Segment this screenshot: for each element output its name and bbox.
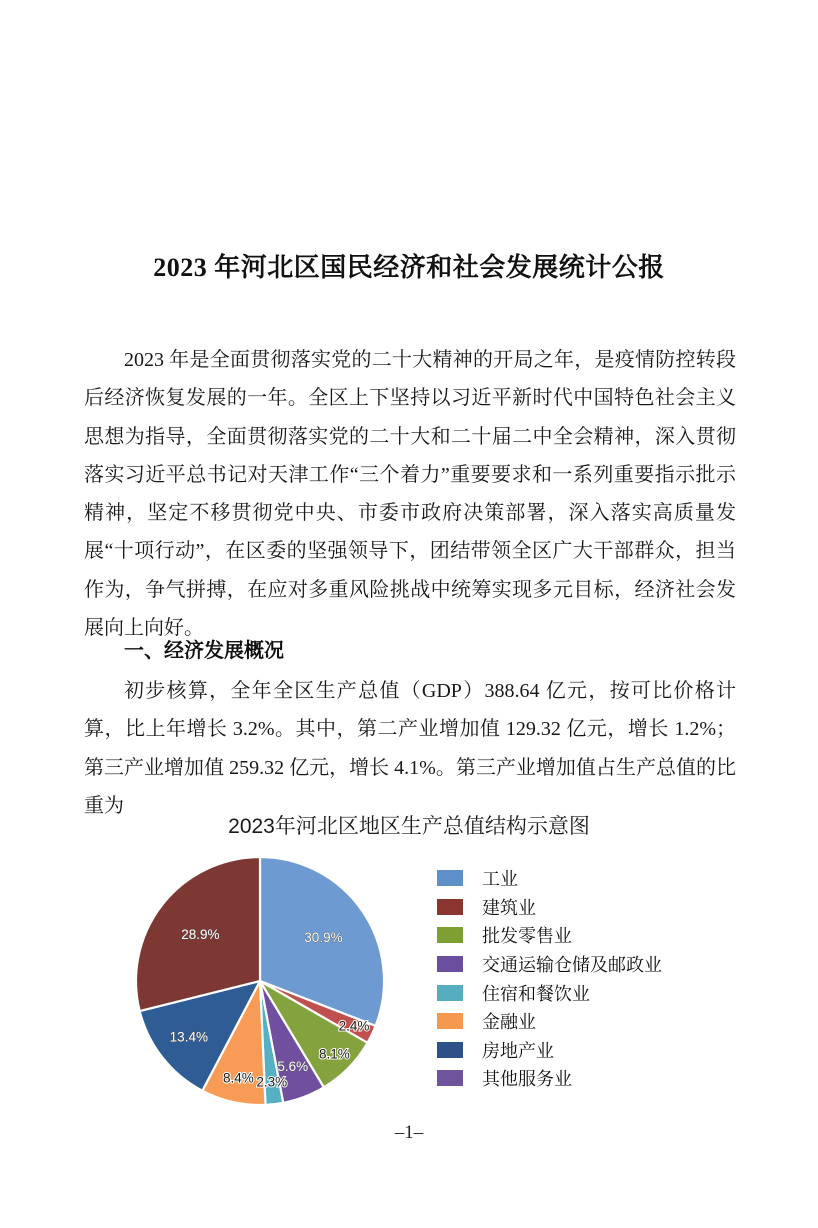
pie-chart: [125, 846, 395, 1116]
legend-swatch-icon: [437, 870, 463, 886]
chart-legend: [437, 864, 662, 1093]
page-number: –1–: [394, 1122, 424, 1143]
pie-slice-label: 13.4%: [169, 1029, 208, 1045]
legend-label: 其他服务业: [482, 1069, 572, 1090]
legend-swatch-icon: [437, 985, 463, 1001]
legend-swatch-icon: [437, 927, 463, 943]
legend-label: 交通运输仓储及邮政业: [482, 955, 662, 976]
legend-swatch-icon: [437, 1013, 463, 1029]
legend-label: 工业: [482, 869, 518, 890]
pie-slice-label: 8.1%: [318, 1046, 350, 1062]
legend-item-房地产业: [437, 1036, 662, 1065]
legend-item-交通运输仓储及邮政业: [437, 950, 662, 979]
gdp-structure-chart: [0, 800, 818, 1130]
legend-swatch-icon: [437, 1042, 463, 1058]
pie-slice-label: 2.4%: [338, 1018, 370, 1034]
chart-title: 2023年河北区地区生产总值结构示意图: [228, 815, 590, 838]
legend-label: 建筑业: [482, 897, 536, 918]
legend-label: 房地产业: [482, 1040, 554, 1061]
document-title: 2023 年河北区国民经济和社会发展统计公报: [153, 253, 665, 282]
section-heading-economy-overview: 一、经济发展概况: [124, 640, 284, 662]
legend-item-住宿和餐饮业: [437, 978, 662, 1007]
paragraph-intro: 2023 年是全面贯彻落实党的二十大精神的开局之年，是疫情防控转段后经济恢复发展的一年。全区上下坚持以习近平新时代中国特色社会主义思想为指导，全面贯彻落实党的二十大和二十届二中全会精神，深入贯彻落实习近平总书记对天津工作“三个着力”重要要求和一系列重要指示批示精神，坚定不移贯彻党中央、市委市政府决策部署，深入落实高质量发展“十项行动”，在区委的坚强领导下，团结带领全区广大干部群众，担当作为，争气拼搏，在应对多重风险挑战中统筹实现多元目标，经济社会发展向上向好。: [84, 349, 736, 640]
legend-label: 住宿和餐饮业: [482, 983, 590, 1004]
legend-swatch-icon: [437, 956, 463, 972]
legend-item-建筑业: [437, 893, 662, 922]
legend-swatch-icon: [437, 899, 463, 915]
legend-swatch-icon: [437, 1070, 463, 1086]
legend-item-金融业: [437, 1007, 662, 1036]
pie-slice-label: 30.9%: [304, 930, 343, 946]
pie-slice-label: 28.9%: [181, 926, 220, 942]
pie-slice-label: 5.6%: [277, 1059, 309, 1075]
pie-slice-label: 8.4%: [222, 1070, 254, 1086]
legend-label: 批发零售业: [482, 926, 572, 947]
pie-slice-label: 2.3%: [256, 1074, 288, 1090]
legend-label: 金融业: [482, 1012, 536, 1033]
legend-item-批发零售业: [437, 921, 662, 950]
legend-item-工业: [437, 864, 662, 893]
legend-item-其他服务业: [437, 1064, 662, 1093]
paragraph-gdp-summary: 初步核算，全年全区生产总值（GDP）388.64 亿元，按可比价格计算，比上年增长 3.2%。其中，第二产业增加值 129.32 亿元，增长 1.2%；第三产业增加值 259.32 亿元，增长 4.1%。第三产业增加值占生产总值的比重为: [84, 680, 736, 817]
